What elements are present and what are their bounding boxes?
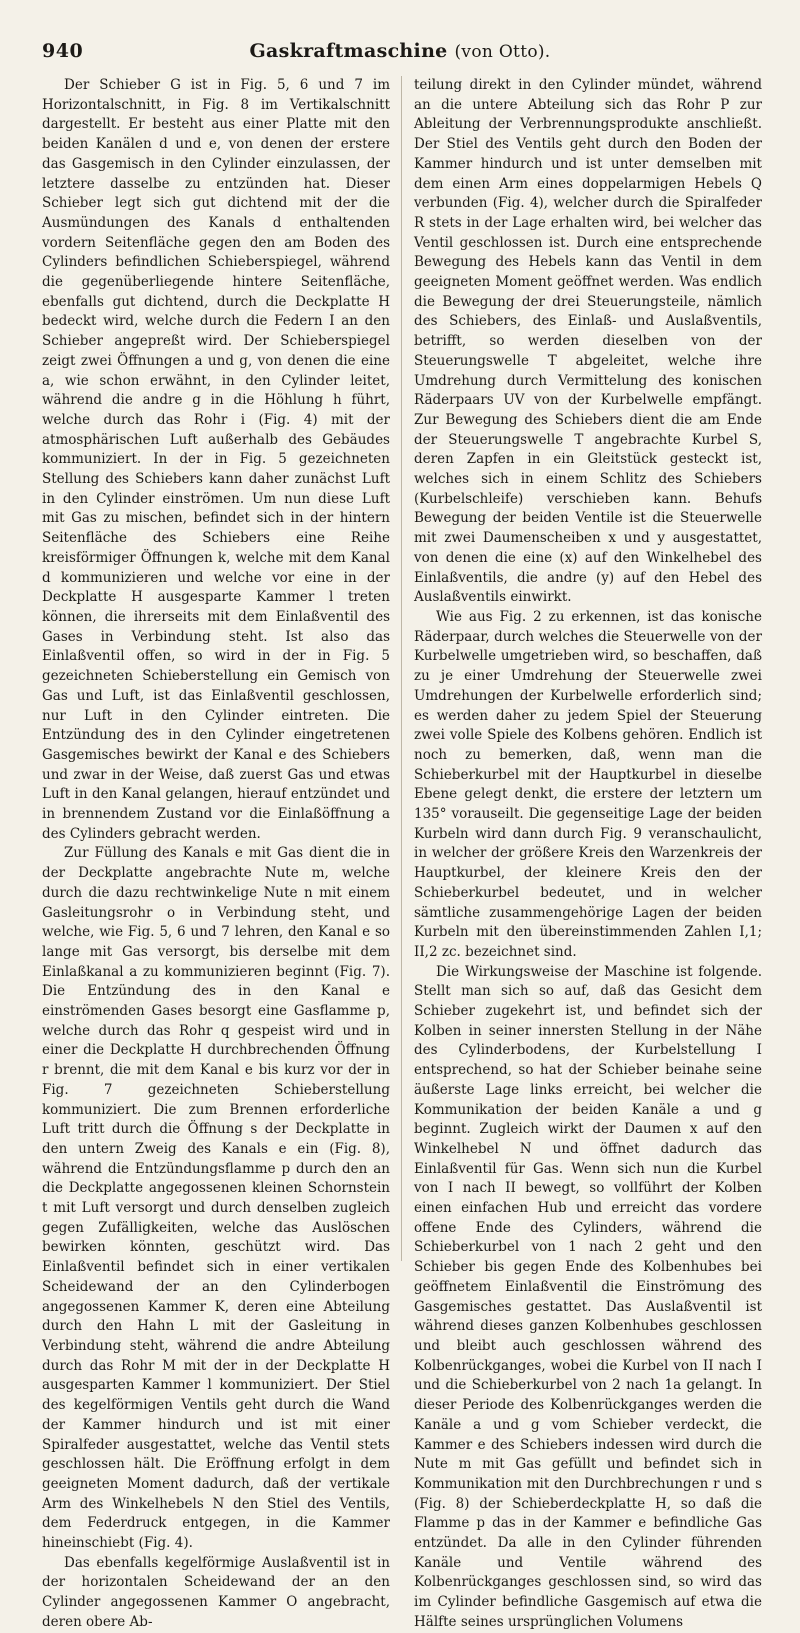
running-header xyxy=(42,40,758,68)
paragraph: Das ebenfalls kegelförmige Auslaßventil ist in der horizontalen Scheidewand der an den Cylinder angegossenen Kammer O angebracht, deren obere Ab- xyxy=(42,1554,390,1630)
running-title xyxy=(42,40,758,62)
paragraph: teilung direkt in den Cylinder mündet, während an die untere Abteilung sich das Rohr P zur Ableitung der Verbrennungsprodukte anschließt. Der Stiel des Ventils geht durch den Boden der Kammer hindurch und ist unter demselben mit dem einen Arm eines doppelarmigen Hebels Q verbunden (Fig. 4), welcher durch die Spiralfeder R stets in der Lage erhalten wird, bei welcher das Ventil geschlossen ist. Durch eine entsprechende Bewegung des Hebels kann das Ventil in dem geeigneten Moment geöffnet werden. Was endlich die Bewegung der drei Steuerungsteile, nämlich des Schiebers, des Einlaß- und Auslaßventils, betrifft, so werden dieselben von der Steuerungswelle T abgeleitet, welche ihre Umdrehung durch Vermittelung des konischen Räderpaars UV von der Kurbelwelle empfängt. Zur Bewegung des Schiebers dient die am Ende der Steuerungswelle T angebrachte Kurbel S, deren Zapfen in ein Gleitstück gesteckt ist, welches sich in einem Schlitz des Schiebers (Kurbelschleife) verschieben kann. Behufs Bewegung der beiden Ventile ist die Steuerwelle mit zwei Daumenscheiben x und y ausgestattet, von denen die eine (x) auf den Winkelhebel des Einlaßventils, die andre (y) auf den Hebel des Auslaßventils einwirkt. xyxy=(414,77,762,606)
paragraph: Die Wirkungsweise der Maschine ist folgende. Stellt man sich so auf, daß das Gesicht dem Schieber zugekehrt ist, und befindet sich der Kolben in seiner innersten Stellung in der Nähe des Cylinderbodens, der Kurbelstellung I entsprechend, so hat der Schieber beinahe seine äußerste Lage links erreicht, bei welcher die Kommunikation der beiden Kanäle a und g beginnt. Zugleich wirkt der Daumen x auf den Winkelhebel N und öffnet dadurch das Einlaßventil für Gas. Wenn sich nun die Kurbel von I nach II bewegt, so vollführt der Kolben einen einfachen Hub und erreicht das vordere offene Ende des Cylinders, während die Schieberkurbel von 1 nach 2 geht und den Schieber bis gegen Ende des Kolbenhubes bei geöffnetem Einlaßventil die Einströmung des Gasgemisches gestattet. Das Auslaßventil ist während dieses ganzen Kolbenhubes geschlossen und bleibt auch geschlossen während des Kolbenrückganges, wobei die Kurbel von II nach I und die Schieberkurbel von 2 nach 1a gelangt. In dieser Periode des Kolbenrückganges werden die Kanäle a und g vom Schieber verdeckt, die Kammer e des Schiebers indessen wird durch die Nute m mit Gas gefüllt und befindet sich in Kommunikation mit den Durchbrechungen r und s (Fig. 8) der Schieberdeckplatte H, so daß die Flamme p das in der Kammer e befindliche Gas entzündet. Da alle in den Cylinder führenden Kanäle und Ventile während des Kolbenrückganges geschlossen sind, so wird das im Cylinder befindliche Gasgemisch auf etwa die Hälfte seines ursprünglichen Volumens xyxy=(414,963,762,1630)
column-divider xyxy=(401,76,402,1261)
paragraph: Zur Füllung des Kanals e mit Gas dient die in der Deckplatte angebrachte Nute m, welche durch die dazu rechtwinkelige Nute n mit einem Gasleitungsrohr o in Verbindung steht, und welche, wie Fig. 5, 6 und 7 lehren, den Kanal e so lange mit Gas versorgt, bis derselbe mit dem Einlaßkanal a zu kommunizieren beginnt (Fig. 7). Die Entzündung des in den Kanal e einströmenden Gases besorgt eine Gasflamme p, welche durch das Rohr q gespeist wird und in einer die Deckplatte H durchbrechenden Öffnung r brennt, die mit dem Kanal e bis kurz vor der in Fig. 7 gezeichneten Schieberstellung kommuniziert. Die zum Brennen erforderliche Luft tritt durch die Öffnung s der Deckplatte in den untern Zweig des Kanals e ein (Fig. 8), während die Entzündungsflamme p durch den an die Deckplatte angegossenen kleinen Schornstein t mit Luft versorgt und durch denselben zugleich gegen Zufälligkeiten, welche das Auslöschen bewirken könnten, geschützt wird. Das Einlaßventil befindet sich in einer vertikalen Scheidewand der an den Cylinderbogen angegossenen Kammer K, deren eine Abteilung durch den Hahn L mit der Gasleitung in Verbindung steht, während die andre Abteilung durch das Rohr M mit der in der Deckplatte H ausgesparten Kammer l kommuniziert. Der Stiel des kegelförmigen Ventils geht durch die Wand der Kammer hindurch und ist mit einer Spiralfeder ausgestattet, welche das Ventil stets geschlossen hält. Die Eröffnung erfolgt in dem geeigneten Moment dadurch, daß der vertikale Arm des Winkelhebels N den Stiel des Ventils, dem Federdruck entgegen, in die Kammer hineinschiebt (Fig. 4). xyxy=(42,845,390,1552)
left-column xyxy=(42,76,390,1630)
title: Gaskraftmaschine xyxy=(249,40,448,62)
right-column xyxy=(414,76,762,1630)
page-number: 940 xyxy=(42,40,84,62)
paragraph: Der Schieber G ist in Fig. 5, 6 und 7 im Horizontalschnitt, in Fig. 8 im Vertikalschnitt dargestellt. Er besteht aus einer Platte mit den beiden Kanälen d und e, von denen der erstere das Gasgemisch in den Cylinder einzulassen, der letztere dasselbe zu entzünden hat. Dieser Schieber legt sich gut dichtend mit der die Ausmündungen des Kanals d enthaltenden vordern Seitenfläche gegen den am Boden des Cylinders befindlichen Schieberspiegel, während die gegenüberliegende hintere Seitenfläche, ebenfalls gut dichtend, durch die Deckplatte H bedeckt wird, welche durch die Federn I an den Schieber angepreßt wird. Der Schieberspiegel zeigt zwei Öffnungen a und g, von denen die eine a, wie schon erwähnt, in den Cylinder leitet, während die andre g in die Höhlung h führt, welche durch das Rohr i (Fig. 4) mit der atmosphärischen Luft außerhalb des Gebäudes kommuniziert. In der in Fig. 5 gezeichneten Stellung des Schiebers kann daher zunächst Luft in den Cylinder einströmen. Um nun diese Luft mit Gas zu mischen, befindet sich in der hintern Seitenfläche des Schiebers eine Reihe kreisförmiger Öffnungen k, welche mit dem Kanal d kommunizieren und welche vor eine in der Deckplatte H ausgesparte Kammer l treten können, die ihrerseits mit dem Einlaßventil des Gases in Verbindung steht. Ist also das Einlaßventil offen, so wird in der in Fig. 5 gezeichneten Schieberstellung ein Gemisch von Gas und Luft, ist das Einlaßventil geschlossen, nur Luft in den Cylinder eintreten. Die Entzündung des in den Cylinder eingetretenen Gasgemisches bewirkt der Kanal e des Schiebers und zwar in der Weise, daß zuerst Gas und etwas Luft in den Kanal gelangen, hierauf entzündet und in brennendem Zustand vor die Einlaßöffnung a des Cylinders gebracht werden. xyxy=(42,77,390,842)
paragraph: Wie aus Fig. 2 zu erkennen, ist das konische Räderpaar, durch welches die Steuerwelle von der Kurbelwelle umgetrieben wird, so beschaffen, daß zu je einer Umdrehung der Steuerwelle zwei Umdrehungen der Kurbelwelle erforderlich sind; es werden daher zu jedem Spiel der Steuerung zwei volle Spiele des Kolbens gehören. Endlich ist noch zu bemerken, daß, wenn man die Schieberkurbel mit der Hauptkurbel in dieselbe Ebene gelegt denkt, die erstere der letztern um 135° vorauseilt. Die gegenseitige Lage der beiden Kurbeln wird dann durch Fig. 9 veranschaulicht, in welcher der größere Kreis den Warzenkreis der Hauptkurbel, der kleinere Kreis den der Schieberkurbel bedeutet, und in welcher sämtliche zusammengehörige Lagen der beiden Kurbeln mit den übereinstimmenden Zahlen I,1; II,2 zc. bezeichnet sind. xyxy=(414,608,762,960)
subtitle: (von Otto). xyxy=(454,42,551,62)
